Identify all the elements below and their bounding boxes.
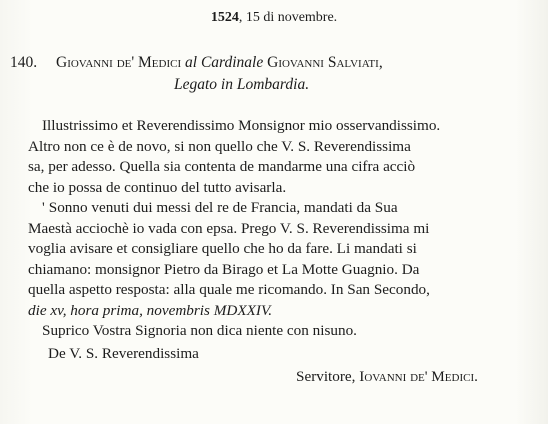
recipient-name: Giovanni Salviati	[267, 54, 379, 71]
recipient-title: Legato in Lombardia.	[174, 76, 310, 93]
body-line: Suprico Vostra Signoria non dica niente con nisuno.	[42, 322, 357, 339]
closing-salutation: De V. S. Reverendissima	[48, 344, 199, 362]
letter-heading	[10, 52, 383, 96]
body-line: Illustrissimo et Reverendissimo Monsignor mio osservandissimo.	[42, 117, 441, 134]
body-line: quella aspetto resposta: alla quale me ricomando. In San Secondo,	[28, 281, 430, 298]
signature-name: Iovanni de' Medici.	[359, 368, 478, 385]
letter-dateline: die xv, hora prima, novembris MDXXIV.	[28, 301, 273, 319]
body-line: voglia avisare et consigliare quello che ho da fare. Li mandati si	[28, 240, 417, 257]
body-line-text: Sonno venuti dui messi del re de Francia, mandati da Sua	[48, 199, 398, 216]
heading-comma: ,	[378, 54, 383, 71]
signature-prefix: Servitore,	[296, 368, 356, 385]
letter-body	[28, 116, 538, 388]
signature	[28, 367, 538, 388]
body-line: Altro non ce è de novo, si non quello che V. S. Reverendissima	[28, 137, 411, 155]
heading-line-1	[10, 52, 383, 74]
page-date-header	[0, 10, 548, 26]
body-line	[28, 198, 538, 219]
date-year: 1524	[210, 10, 239, 25]
heading-connector: al Cardinale	[185, 54, 264, 71]
opening-quote-mark: '	[42, 199, 45, 216]
body-line: Maestà acciochè io vada con epsa. Prego V. S. Reverendissima mi	[28, 219, 430, 237]
body-line: sa, per adesso. Quella sia contenta de mandarme una cifra acciò	[28, 158, 416, 175]
date-rest: , 15 di novembre.	[238, 10, 338, 25]
sender-name: Giovanni de' Medici	[56, 54, 182, 71]
body-line: chiamano: monsignor Pietro da Birago et La Motte Guagnio. Da	[28, 260, 420, 278]
letter-number: 140.	[10, 54, 38, 71]
body-line: che io possa de continuo del tutto avisarla.	[28, 178, 287, 196]
